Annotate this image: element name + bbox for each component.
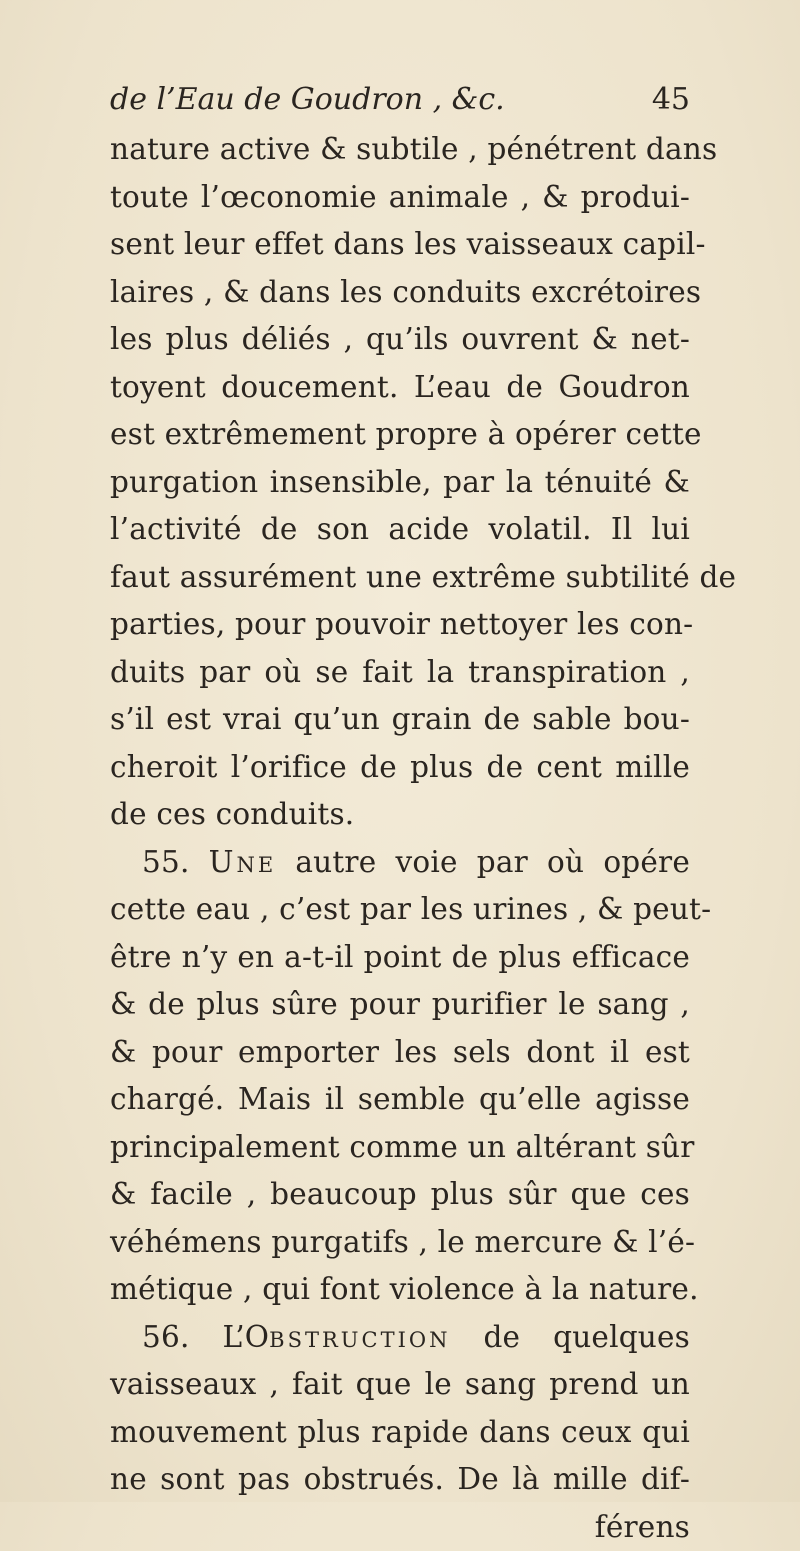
text-line: métique , qui font violence à la nature.: [110, 1266, 690, 1314]
text-line: purgation insensible, par la ténuité &: [110, 459, 690, 507]
text-line: s’il est vrai qu’un grain de sable bou-: [110, 696, 690, 744]
text-line: ne sont pas obstrués. De là mille dif-: [110, 1456, 690, 1504]
catchword: férens: [110, 1504, 690, 1551]
text-line: & facile , beaucoup plus sûr que ces: [110, 1171, 690, 1219]
text-line: véhémens purgatifs , le mercure & l’é-: [110, 1219, 690, 1267]
page-header: [110, 80, 690, 124]
paragraph-first-line-rest: autre voie par où opére: [295, 845, 690, 879]
text-line: est extrêmement propre à opérer cette: [110, 411, 690, 459]
text-line: toute l’œconomie animale , & produi-: [110, 174, 690, 222]
text-line: vaisseaux , fait que le sang prend un: [110, 1361, 690, 1409]
paragraph-number: 56.: [142, 1320, 190, 1354]
text-line: cette eau , c’est par les urines , & peut-: [110, 886, 690, 934]
paragraph-lead-word: Une: [209, 845, 277, 879]
text-line: toyent doucement. L’eau de Goudron: [110, 364, 690, 412]
paragraph-55-first-line: [110, 839, 690, 887]
paragraph-lead-prefix: L’O: [222, 1320, 269, 1354]
text-line: principalement comme un altérant sûr: [110, 1124, 690, 1172]
text-line: laires , & dans les conduits excrétoires: [110, 269, 690, 317]
body-text: [110, 126, 690, 1551]
text-line: les plus déliés , qu’ils ouvrent & net-: [110, 316, 690, 364]
text-line: cheroit l’orifice de plus de cent mille: [110, 744, 690, 792]
text-line: sent leur effet dans les vaisseaux capil-: [110, 221, 690, 269]
text-line: l’activité de son acide volatil. Il lui: [110, 506, 690, 554]
text-line: chargé. Mais il semble qu’elle agisse: [110, 1076, 690, 1124]
paragraph-first-line-rest: de quelques: [483, 1320, 690, 1354]
text-line: mouvement plus rapide dans ceux qui: [110, 1409, 690, 1457]
text-line: & de plus sûre pour purifier le sang ,: [110, 981, 690, 1029]
text-line: & pour emporter les sels dont il est: [110, 1029, 690, 1077]
paragraph-number: 55.: [142, 845, 190, 879]
text-line: faut assurément une extrême subtilité de: [110, 554, 690, 602]
text-line: duits par où se fait la transpiration ,: [110, 649, 690, 697]
text-line: être n’y en a-t-il point de plus efficace: [110, 934, 690, 982]
paragraph-lead-word: bstruction: [269, 1320, 450, 1354]
text-line: de ces conduits.: [110, 791, 690, 839]
text-line: parties, pour pouvoir nettoyer les con-: [110, 601, 690, 649]
running-head: de l’Eau de Goudron , &c.: [110, 80, 505, 120]
text-line: nature active & subtile , pénétrent dans: [110, 126, 690, 174]
page-number: 45: [652, 80, 690, 120]
paragraph-56-first-line: [110, 1314, 690, 1362]
